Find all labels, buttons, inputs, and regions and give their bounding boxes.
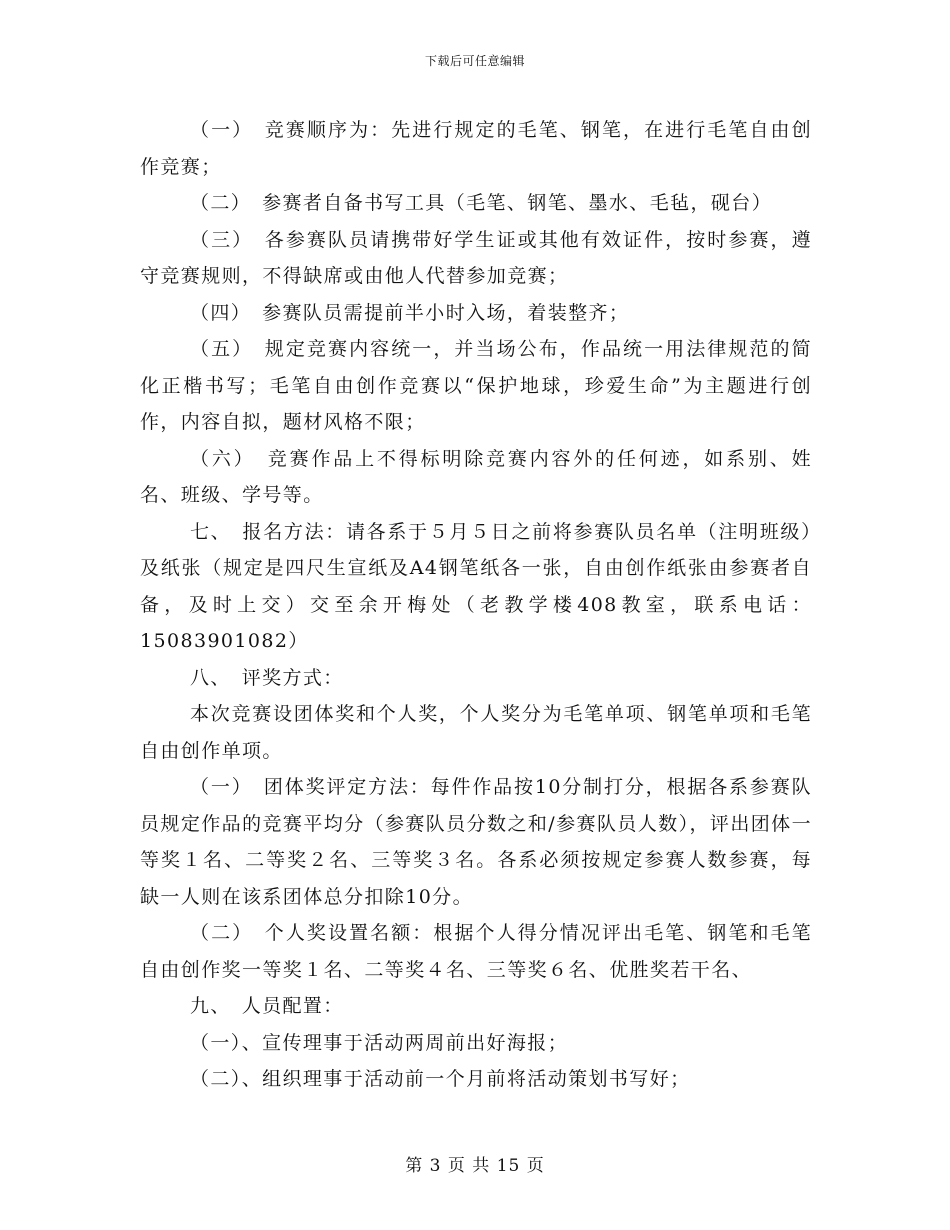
document-body [140,112,812,1098]
section-award-method-heading: 八、 评奖方式： [190,666,344,689]
paragraph-individual-award: （二） 个人奖设置名额：根据个人得分情况评出毛笔、钢笔和毛笔自由创作奖一等奖１名、二等奖４名、三等奖６名、优胜奖若干名、 [140,922,812,981]
page-number-footer: 第 3 页 共 15 页 [405,1156,545,1176]
paragraph-competition-order: （一） 竞赛顺序为：先进行规定的毛笔、钢笔，在进行毛笔自由创作竞赛； [140,119,812,178]
paragraph-work-markings: （六） 竞赛作品上不得标明除竞赛内容外的任何迹，如系别、姓名、班级、学号等。 [140,447,812,506]
paragraph-team-award: （一） 团体奖评定方法：每件作品按10分制打分，根据各系参赛队员规定作品的竞赛平均分（参赛队员分数之和/参赛队员人数），评出团体一等奖１名、二等奖２名、三等奖３名。各系必须按规定参赛人数参赛，每缺一人则在该系团体总分扣除10分。 [140,776,812,908]
section-registration: 七、 报名方法：请各系于５月５日之前将参赛队员名单（注明班级）及纸张（规定是四尺生宣纸及A4钢笔纸各一张，自由创作纸张由参赛者自备，及时上交）交至余开梅处（老教学楼408教室，联系电话：15083901082） [140,520,812,652]
paragraph-student-id: （三） 各参赛队员请携带好学生证或其他有效证件，按时参赛，遵守竞赛规则，不得缺席或由他人代替参加竞赛； [140,228,812,287]
paragraph-writing-tools: （二） 参赛者自备书写工具（毛笔、钢笔、墨水、毛毡，砚台） [190,192,773,214]
section-staffing-heading: 九、 人员配置： [190,995,344,1017]
page-header: 下载后可任意编辑 [424,54,525,68]
paragraph-planning: （二）、组织理事于活动前一个月前将活动策划书写好； [190,1068,691,1090]
paragraph-content-rules: （五） 规定竞赛内容统一，并当场公布，作品统一用法律规范的简化正楷书写；毛笔自由创作竞赛以“保护地球，珍爱生命”为主题进行创作，内容自拟，题材风格不限； [140,338,812,433]
paragraph-award-categories: 本次竞赛设团体奖和个人奖，个人奖分为毛笔单项、钢笔单项和毛笔自由创作单项。 [140,703,812,762]
paragraph-arrival: （四） 参赛队员需提前半小时入场，着装整齐； [190,301,630,324]
paragraph-publicity: （一）、宣传理事于活动两周前出好海报； [190,1031,569,1054]
